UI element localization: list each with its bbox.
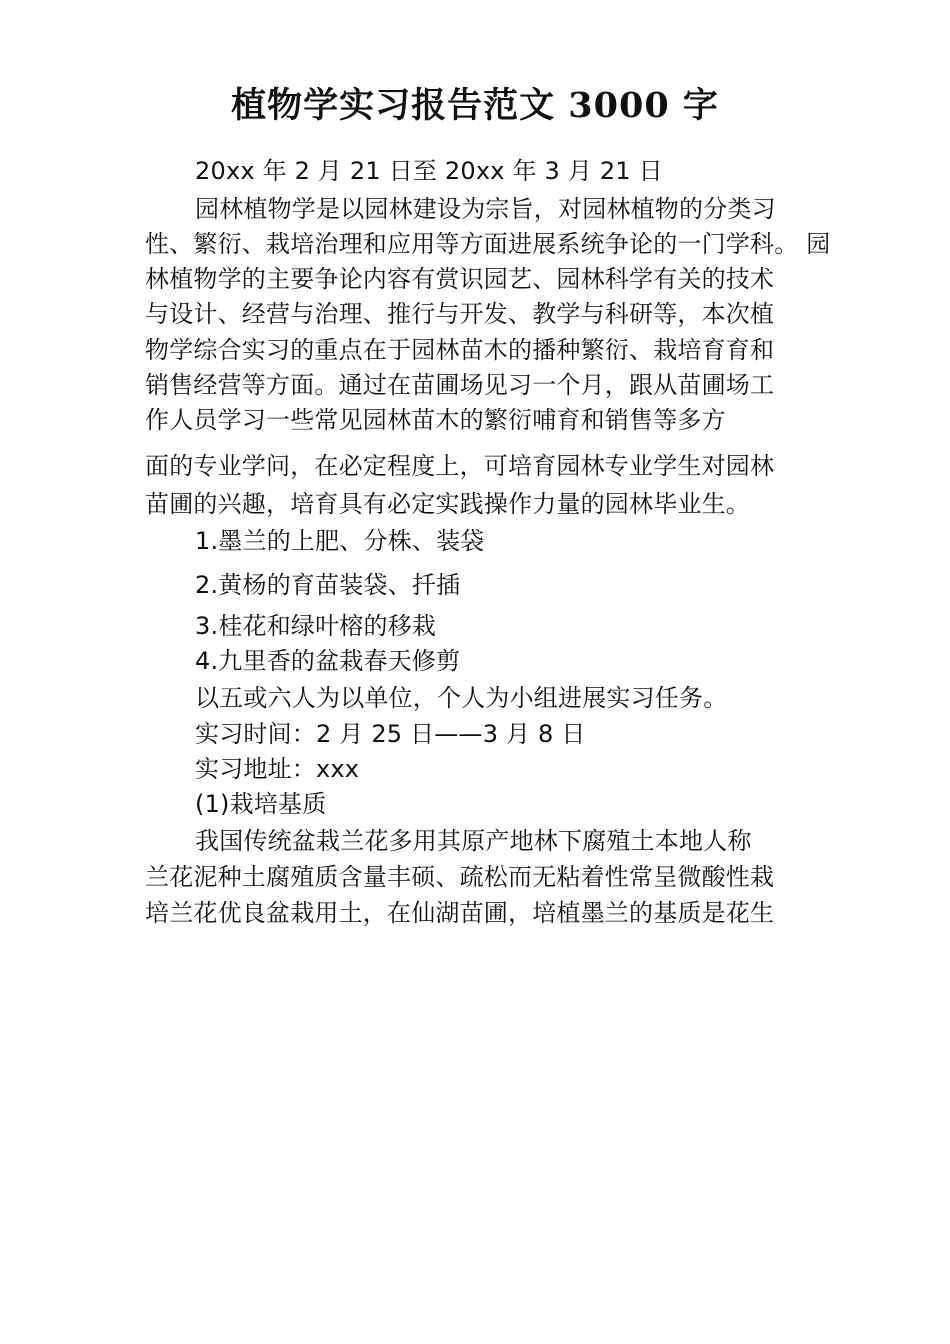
list-item: 2.黄杨的育苗装袋、扦插 [195, 571, 461, 599]
list-item: 1.墨兰的上肥、分株、装袋 [195, 527, 485, 555]
section-heading: (1)栽培基质 [195, 790, 327, 818]
paragraph-line: 作人员学习一些常见园林苗木的繁衍哺育和销售等多方 [145, 406, 726, 434]
list-item: 4.九里香的盆栽春天修剪 [195, 647, 461, 675]
paragraph-line: 培兰花优良盆栽用土，在仙湖苗圃，培植墨兰的基质是花生 [145, 899, 775, 927]
paragraph-line: 物学综合实习的重点在于园林苗木的播种繁衍、栽培育育和 [145, 336, 775, 364]
list-item: 3.桂花和绿叶榕的移栽 [195, 612, 437, 640]
practice-time-line: 实习时间：2 月 25 日——3 月 8 日 [195, 720, 586, 748]
paragraph-line: 与设计、经营与治理、推行与开发、教学与科研等，本次植 [145, 300, 775, 328]
document-title: 植物学实习报告范文 3000 字 [231, 85, 719, 126]
paragraph-line: 销售经营等方面。通过在苗圃场见习一个月，跟从苗圃场工 [145, 371, 775, 399]
paragraph-line: 我国传统盆栽兰花多用其原产地林下腐殖土本地人称 [195, 827, 752, 855]
practice-location-line: 实习地址：xxx [195, 755, 360, 783]
paragraph-line: 苗圃的兴趣，培育具有必定实践操作力量的园林毕业生。 [145, 490, 750, 518]
paragraph-line: 面的专业学问，在必定程度上，可培育园林专业学生对园林 [145, 452, 775, 480]
paragraph-line: 以五或六人为以单位，个人为小组进展实习任务。 [195, 684, 728, 712]
paragraph-line: 性、繁衍、栽培治理和应用等方面进展系统争论的一门学科。 园 [145, 230, 831, 258]
paragraph-line: 园林植物学是以园林建设为宗旨，对园林植物的分类习 [195, 195, 776, 223]
date-range-line: 20xx 年 2 月 21 日至 20xx 年 3 月 21 日 [195, 157, 663, 185]
paragraph-line: 林植物学的主要争论内容有赏识园艺、园林科学有关的技术 [145, 265, 775, 293]
paragraph-line: 兰花泥种土腐殖质含量丰硕、疏松而无粘着性常呈微酸性栽 [145, 863, 775, 891]
